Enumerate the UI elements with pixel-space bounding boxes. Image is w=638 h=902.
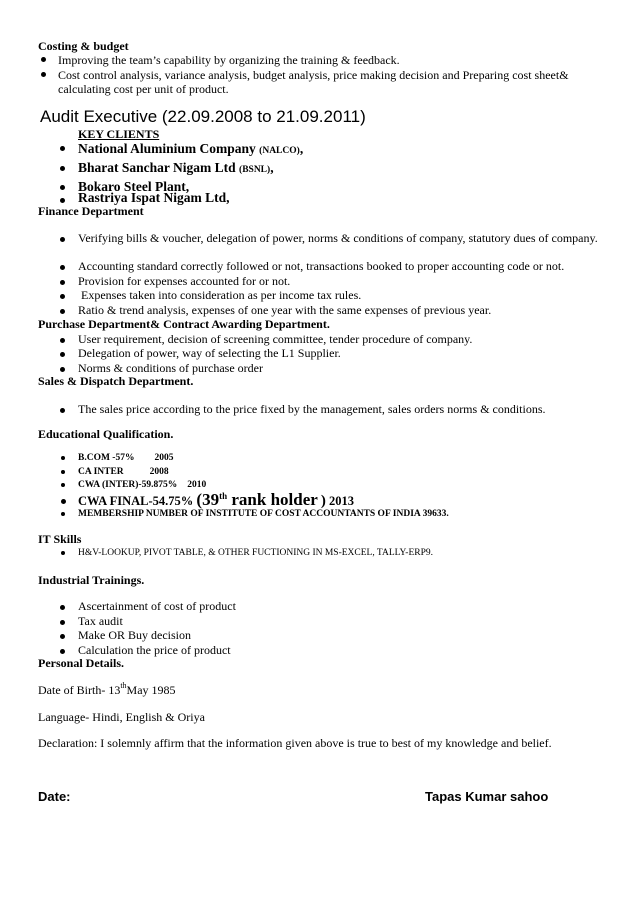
it-skills-heading: IT Skills bbox=[38, 532, 82, 546]
bullet-icon bbox=[61, 456, 65, 460]
bullet-icon bbox=[60, 265, 65, 270]
edu-cwainter: CWA (INTER)-59.875% 2010 bbox=[78, 480, 207, 490]
client-rinl: Rastriya Ispat Nigam Ltd, bbox=[78, 190, 230, 205]
training-item-4: Calculation the price of product bbox=[78, 643, 231, 657]
bullet-icon bbox=[60, 634, 65, 639]
it-skills-item: H&V-LOOKUP, PIVOT TABLE, & OTHER FUCTIONING IN MS-EXCEL, TALLY-ERP9. bbox=[78, 548, 434, 558]
bullet-icon bbox=[41, 72, 46, 77]
bullet-icon bbox=[60, 352, 65, 357]
bullet-icon bbox=[60, 166, 65, 171]
bullet-icon bbox=[60, 649, 65, 654]
bullet-icon bbox=[60, 198, 65, 203]
personal-heading: Personal Details. bbox=[38, 656, 124, 670]
bullet-icon bbox=[61, 499, 66, 504]
bullet-icon bbox=[60, 185, 65, 190]
bullet-icon bbox=[41, 57, 46, 62]
finance-item-4: Expenses taken into consideration as per income tax rules. bbox=[78, 288, 362, 302]
date-label: Date: bbox=[38, 789, 71, 804]
bullet-icon bbox=[60, 620, 65, 625]
bullet-icon bbox=[60, 408, 65, 413]
purchase-item-1: User requirement, decision of screening committee, tender procedure of company. bbox=[78, 332, 473, 346]
bullet-icon bbox=[61, 512, 65, 516]
bullet-icon bbox=[60, 280, 65, 285]
trainings-heading: Industrial Trainings. bbox=[38, 573, 145, 587]
finance-item-2: Accounting standard correctly followed or not, transactions booked to proper accounting code or not. bbox=[78, 259, 565, 273]
finance-item-1: Verifying bills & voucher, delegation of power, norms & conditions of company, statutory dues of company. bbox=[78, 231, 598, 245]
key-clients-label: KEY CLIENTS bbox=[78, 127, 160, 141]
education-heading: Educational Qualification. bbox=[38, 427, 174, 441]
edu-cainter: CA INTER 2008 bbox=[78, 467, 169, 477]
bullet-icon bbox=[60, 146, 65, 151]
signature-name: Tapas Kumar sahoo bbox=[425, 789, 549, 804]
purchase-heading: Purchase Department& Contract Awarding Department. bbox=[38, 317, 330, 331]
edu-membership: MEMBERSHIP NUMBER OF INSTITUTE OF COST ACCOUNTANTS OF INDIA 39633. bbox=[78, 509, 449, 519]
costing-item-2: Cost control analysis, variance analysis, budget analysis, price making decision and Preparing cost sheet& calculating cost per unit of product. bbox=[58, 68, 569, 96]
purchase-item-3: Norms & conditions of purchase order bbox=[78, 361, 263, 375]
client-bsnl: Bharat Sanchar Nigam Ltd (BSNL), bbox=[78, 160, 274, 175]
bullet-icon bbox=[60, 294, 65, 299]
bullet-icon bbox=[61, 483, 65, 487]
audit-title: Audit Executive (22.09.2008 to 21.09.2011) bbox=[40, 107, 366, 126]
bullet-icon bbox=[60, 237, 65, 242]
edu-cwafinal: CWA FINAL-54.75% (39th rank holder ) 2013 bbox=[78, 490, 355, 509]
purchase-item-2: Delegation of power, way of selecting the L1 Supplier. bbox=[78, 346, 341, 360]
sales-item-1: The sales price according to the price fixed by the management, sales orders norms & conditions. bbox=[78, 402, 546, 416]
training-item-3: Make OR Buy decision bbox=[78, 628, 191, 642]
training-item-2: Tax audit bbox=[78, 614, 123, 628]
finance-heading: Finance Department bbox=[38, 204, 144, 218]
bullet-icon bbox=[60, 338, 65, 343]
client-bokaro: Bokaro Steel Plant, bbox=[78, 179, 190, 194]
bullet-icon bbox=[60, 309, 65, 314]
bullet-icon bbox=[60, 367, 65, 372]
language: Language- Hindi, English & Oriya bbox=[38, 710, 205, 724]
edu-bcom: B.COM -57% 2005 bbox=[78, 453, 174, 463]
bullet-icon bbox=[61, 470, 65, 474]
bullet-icon bbox=[60, 605, 65, 610]
date-of-birth: Date of Birth- 13thMay 1985 bbox=[38, 681, 176, 697]
client-nalco: National Aluminium Company (NALCO), bbox=[78, 141, 304, 156]
costing-item-1: Improving the team’s capability by organizing the training & feedback. bbox=[58, 53, 400, 67]
bullet-icon bbox=[61, 551, 65, 555]
sales-heading: Sales & Dispatch Department. bbox=[38, 374, 194, 388]
training-item-1: Ascertainment of cost of product bbox=[78, 599, 236, 613]
finance-item-5: Ratio & trend analysis, expenses of one year with the same expenses of previous year. bbox=[78, 303, 492, 317]
declaration: Declaration: I solemnly affirm that the information given above is true to best of my knowledge and belief. bbox=[38, 736, 552, 750]
finance-item-3: Provision for expenses accounted for or not. bbox=[78, 274, 291, 288]
costing-heading: Costing & budget bbox=[38, 39, 129, 53]
